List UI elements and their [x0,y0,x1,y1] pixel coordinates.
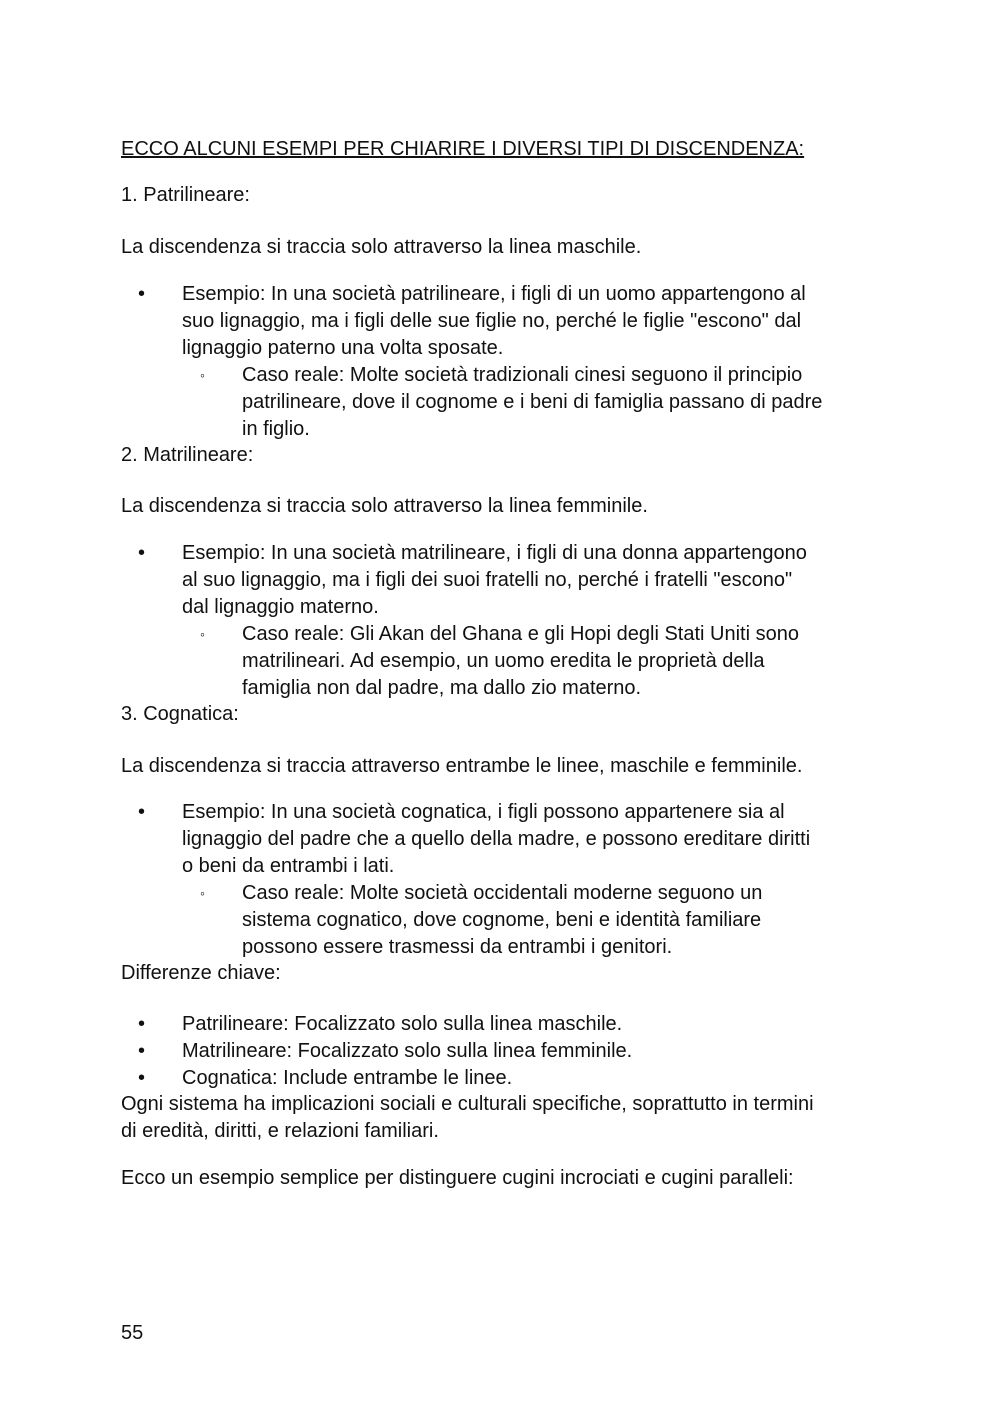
example-line: lignaggio paterno una volta sposate. [182,337,504,359]
bullet-icon: • [138,1067,146,1089]
section-heading-matrilineare: 2. Matrilineare: [121,444,254,466]
real-case-line: matrilineari. Ad esempio, un uomo eredita le proprietà della [242,650,765,672]
bullet-icon: • [138,1040,146,1062]
example-line: dal lignaggio materno. [182,596,379,618]
bullet-icon: • [138,1013,146,1035]
sub-bullet-icon: ◦ [200,626,205,642]
bullet-icon: • [138,801,146,823]
real-case-line: patrilineare, dove il cognome e i beni di famiglia passano di padre [242,391,823,413]
conclusion-line: di eredità, diritti, e relazioni familiari. [121,1120,439,1142]
real-case-line: Caso reale: Gli Akan del Ghana e gli Hopi degli Stati Uniti sono [242,623,799,645]
example-line: suo lignaggio, ma i figli delle sue figlie no, perché le figlie "escono" dal [182,310,802,332]
real-case-line: Caso reale: Molte società occidentali moderne seguono un [242,882,763,904]
bullet-icon: • [138,542,146,564]
section-heading-patrilineare: 1. Patrilineare: [121,184,250,206]
difference-item: Matrilineare: Focalizzato solo sulla linea femminile. [182,1040,633,1062]
section-heading-cognatica: 3. Cognatica: [121,703,239,725]
example-line: Esempio: In una società patrilineare, i figli di un uomo appartengono al [182,283,806,305]
real-case-line: possono essere trasmessi da entrambi i genitori. [242,936,673,958]
difference-item: Patrilineare: Focalizzato solo sulla linea maschile. [182,1013,623,1035]
example-line: Esempio: In una società cognatica, i figli possono appartenere sia al [182,801,785,823]
sub-bullet-icon: ◦ [200,885,205,901]
page-number: 55 [121,1322,144,1344]
bullet-icon: • [138,283,146,305]
closing-paragraph: Ecco un esempio semplice per distinguere cugini incrociati e cugini paralleli: [121,1167,794,1189]
real-case-line: in figlio. [242,418,310,440]
section-intro-cognatica: La discendenza si traccia attraverso entrambe le linee, maschile e femminile. [121,755,803,777]
real-case-line: Caso reale: Molte società tradizionali cinesi seguono il principio [242,364,803,386]
conclusion-line: Ogni sistema ha implicazioni sociali e culturali specifiche, soprattutto in termini [121,1093,814,1115]
example-line: Esempio: In una società matrilineare, i figli di una donna appartengono [182,542,807,564]
difference-item: Cognatica: Include entrambe le linee. [182,1067,513,1089]
real-case-line: sistema cognatico, dove cognome, beni e identità familiare [242,909,762,931]
example-line: o beni da entrambi i lati. [182,855,395,877]
example-line: al suo lignaggio, ma i figli dei suoi fratelli no, perché i fratelli "escono" [182,569,793,591]
sub-bullet-icon: ◦ [200,367,205,383]
section-intro-matrilineare: La discendenza si traccia solo attraverso la linea femminile. [121,495,648,517]
differences-heading: Differenze chiave: [121,962,281,984]
section-intro-patrilineare: La discendenza si traccia solo attraverso la linea maschile. [121,236,642,258]
page-title: ECCO ALCUNI ESEMPI PER CHIARIRE I DIVERSI TIPI DI DISCENDENZA: [121,138,805,160]
example-line: lignaggio del padre che a quello della madre, e possono ereditare diritti [182,828,811,850]
real-case-line: famiglia non dal padre, ma dallo zio materno. [242,677,642,699]
